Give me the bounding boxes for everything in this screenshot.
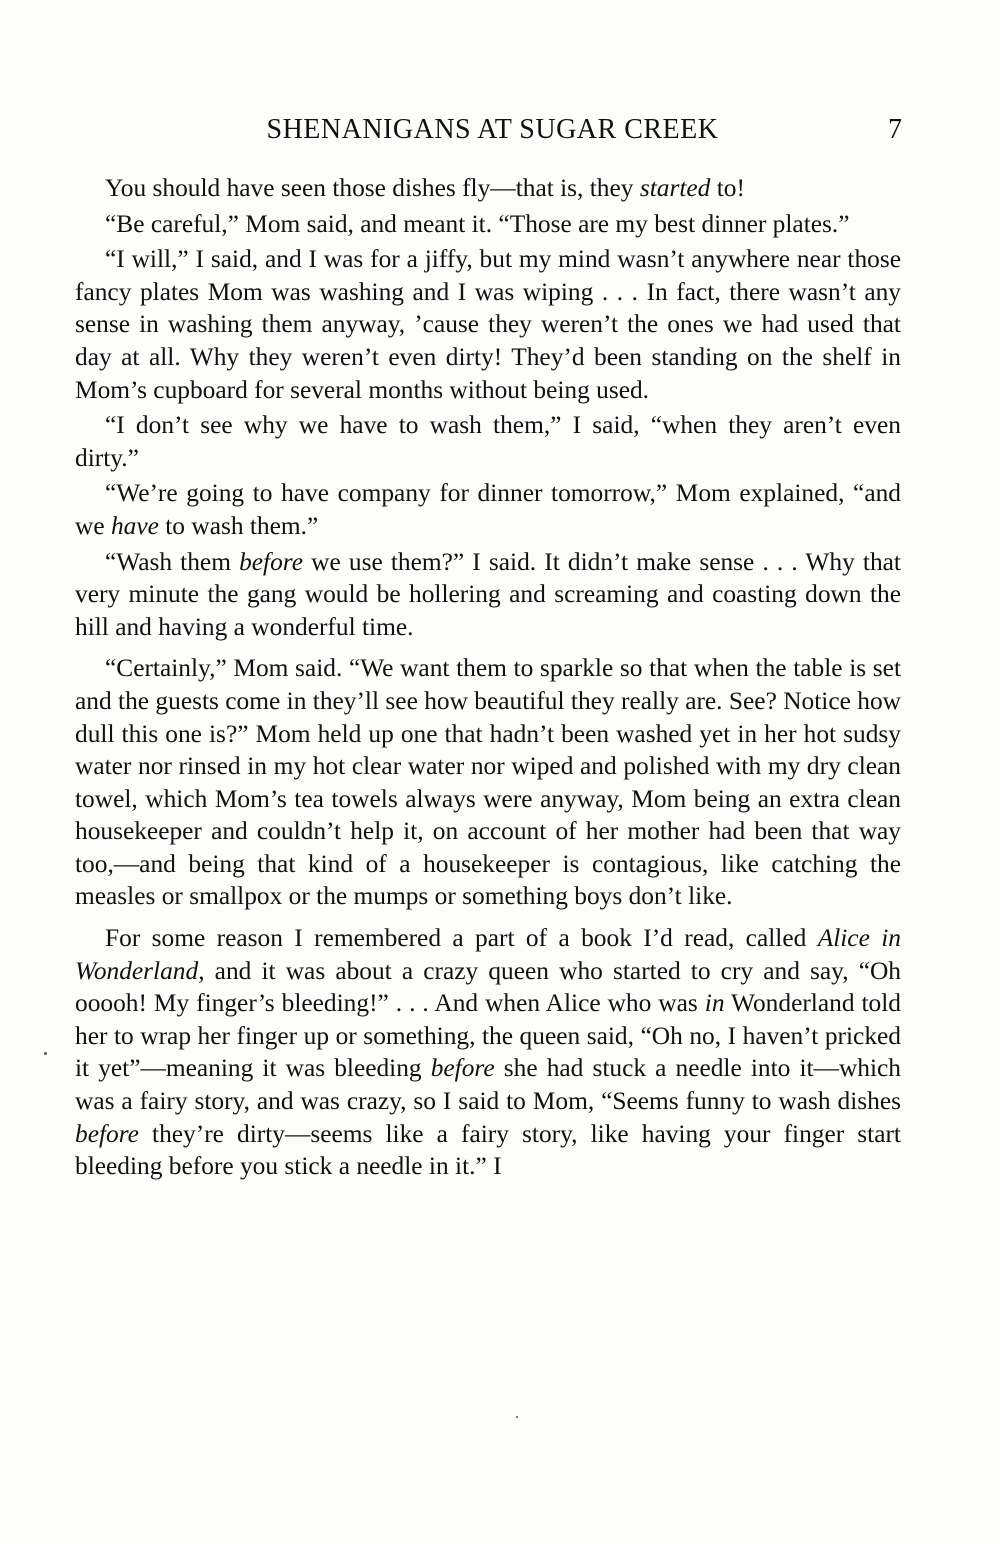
book-title: SHENANIGANS AT SUGAR CREEK: [266, 114, 719, 145]
scan-speck: [516, 1416, 518, 1418]
body-text: [75, 172, 901, 1186]
running-head: [75, 110, 910, 150]
paragraph: “Wash them before we use them?” I said. It didn’t make sense . . . Why that very minute the gang would be hollering and screaming and coasting down the hill and having a wonderful time.: [75, 547, 901, 641]
page-number: 7: [888, 114, 902, 145]
paragraph: “I will,” I said, and I was for a jiffy, but my mind wasn’t anywhere near those fancy plates Mom was washing and I was wiping . . . In fact, there wasn’t any sense in washing them anyway, ’cause they weren’t the ones we had used that day at all. Why they weren’t even dirty! They’d been standing on the shelf in Mom’s cupboard for several months without being used.: [75, 245, 901, 404]
paragraph: You should have seen those dishes fly—that is, they started to!: [105, 174, 745, 202]
paragraph: “We’re going to have company for dinner tomorrow,” Mom explained, “and we have to wash them.”: [75, 479, 901, 540]
paragraph: “I don’t see why we have to wash them,” I said, “when they aren’t even dirty.”: [75, 411, 901, 472]
scan-speck: [44, 1052, 47, 1055]
paragraph: “Certainly,” Mom said. “We want them to sparkle so that when the table is set and the guests come in they’ll see how beautiful they really are. See? Notice how dull this one is?” Mom held up one that hadn’t been washed yet in her hot sudsy water nor rinsed in my hot clear water nor wiped and polished with my dry clean towel, which Mom’s tea towels always were anyway, Mom being an extra clean housekeeper and couldn’t help it, on account of her mother had been that way too,—and being that kind of a housekeeper is contagious, like catching the measles or smallpox or the mumps or something boys don’t like.: [75, 654, 901, 911]
paragraph: “Be careful,” Mom said, and meant it. “Those are my best dinner plates.”: [105, 209, 850, 238]
paragraph: For some reason I remembered a part of a book I’d read, called Alice in Wonderland, and it was about a crazy queen who started to cry and say, “Oh ooooh! My finger’s bleeding!” . . . And when Alice who was in Wonderland told her to wrap her finger up or something, the queen said, “Oh no, I haven’t pricked it yet”—meaning it was bleeding before she had stuck a needle into it—which was a fairy story, and was crazy, so I said to Mom, “Seems funny to wash dishes before they’re dirty—seems like a fairy story, like having your finger start bleeding before you stick a needle in it.” I: [75, 924, 901, 1181]
